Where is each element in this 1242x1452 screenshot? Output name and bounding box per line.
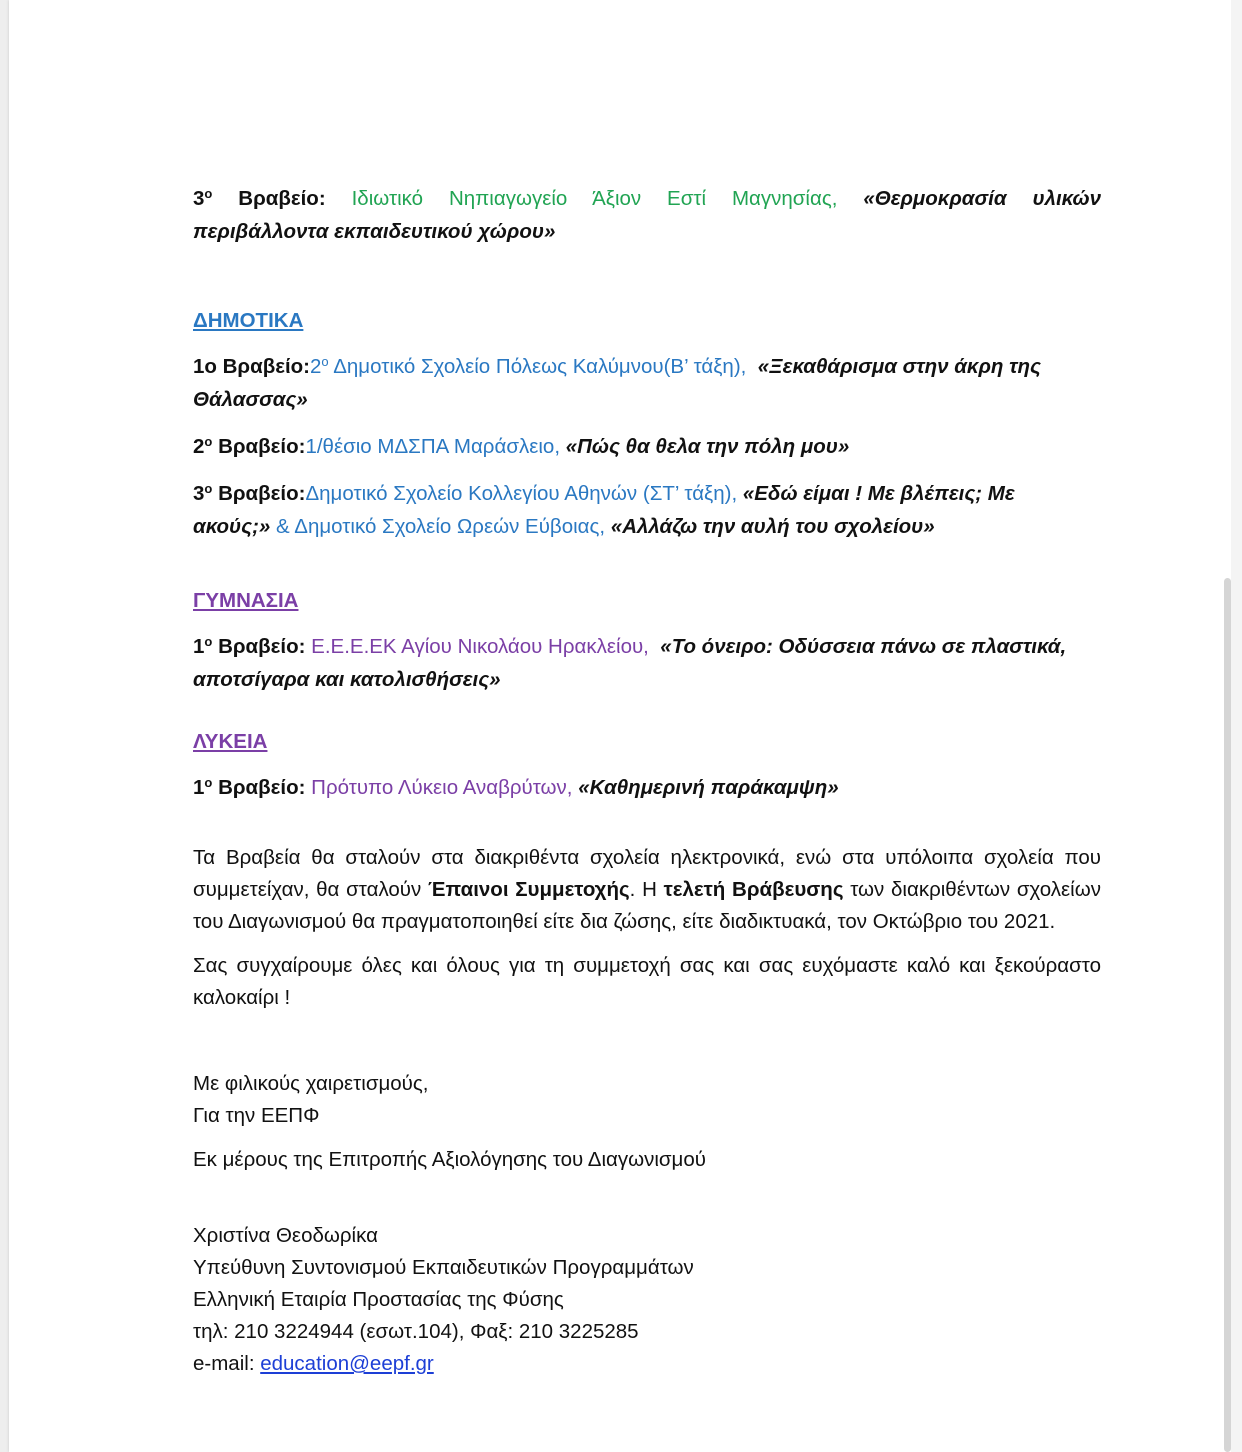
signature-email-line — [193, 1348, 1101, 1380]
awards-text-bold-2: τελετή Βράβευσης — [663, 878, 844, 901]
section-heading-primary — [193, 304, 1101, 337]
signature-phone: τηλ: 210 3224944 (εσωτ.104), Φαξ: 210 3225285 — [193, 1320, 639, 1343]
rank-number: 1 — [193, 776, 205, 799]
primary-prize-2 — [193, 430, 1101, 463]
signature-name: Χριστίνα Θεοδωρίκα — [193, 1224, 378, 1247]
rank-superscript: ο — [204, 775, 213, 790]
project-title-cont: αποτσίγαρα και κατολισθήσεις» — [193, 668, 501, 691]
rank-number: 3 — [193, 482, 205, 505]
rank-number: 2 — [193, 435, 205, 458]
school-name: Ιδιωτικό Νηπιαγωγείο Άξιον Εστί Μαγνησίας, — [351, 187, 838, 210]
primary-prize-3-line2 — [193, 510, 1101, 543]
email-link[interactable]: education@eepf.gr — [260, 1352, 434, 1375]
project-title-cont: ακούς;» — [193, 515, 271, 538]
prize-label: Βραβείο: — [218, 435, 306, 458]
gymnasium-prize-1 — [193, 630, 1101, 696]
school-name: 1/θέσιο ΜΔΣΠΑ Μαράσλειο, — [305, 435, 561, 458]
awards-paragraph — [193, 842, 1101, 938]
closing-org: Για την ΕΕΠΦ — [193, 1104, 320, 1127]
awards-text-3: των διακριθέντων σχολείων του Διαγωνισμού θα πραγματοποιηθεί είτε δια ζώσης, είτε διαδικτυακά, τον Οκτώβριο του 2021. — [193, 878, 1101, 933]
awards-text-bold-1: Έπαινοι Συμμετοχής — [427, 878, 630, 901]
school-number: 2 — [310, 355, 322, 378]
school-name: Ε.Ε.Ε.ΕΚ Αγίου Νικολάου Ηρακλείου, — [311, 635, 649, 658]
gymnasium-prize-1-line1 — [193, 630, 1101, 663]
project-title-cont: Θάλασσας» — [193, 388, 308, 411]
project-title-2: «Αλλάζω την αυλή του σχολείου» — [610, 515, 935, 538]
project-title: «Ξεκαθάρισμα στην άκρη της — [757, 355, 1041, 378]
lyceum-heading: ΛΥΚΕΙΑ — [193, 730, 268, 753]
awards-text-1: Τα Βραβεία θα σταλούν στα διακριθέντα σχολεία ηλεκτρονικά, ενώ στα υπόλοιπα σχολεία που συμμετείχαν, θα σταλούν — [193, 846, 1101, 901]
primary-prize-1 — [193, 350, 1101, 416]
rank-superscript: ο — [204, 481, 213, 496]
project-title: «Καθημερινή παράκαμψη» — [578, 776, 839, 799]
prize-label: Βραβείο: — [218, 482, 306, 505]
project-title: «Εδώ είμαι ! Με βλέπεις; Με — [742, 482, 1015, 505]
school-superscript: ο — [321, 354, 329, 369]
scrollbar-track[interactable] — [1231, 0, 1242, 1452]
congrats-paragraph: Σας συγχαίρουμε όλες και όλους για τη συμμετοχή σας και σας ευχόμαστε καλό και ξεκούραστο καλοκαίρι ! — [193, 954, 1101, 1009]
signature-role: Υπεύθυνη Συντονισμού Εκπαιδευτικών Προγραμμάτων — [193, 1256, 694, 1279]
kindergarten-prize-3-line1 — [193, 182, 1101, 215]
scrollbar-thumb[interactable] — [1224, 578, 1231, 1452]
project-title: «Πώς θα θελα την πόλη μου» — [565, 435, 850, 458]
prize-label: 1ο Βραβείο: — [193, 355, 310, 378]
prize-label: Βραβείο: — [218, 635, 306, 658]
rank-superscript: ο — [204, 434, 213, 449]
school-name: Δημοτικό Σχολείο Κολλεγίου Αθηνών (ΣΤ’ τάξη), — [305, 482, 738, 505]
email-label: e-mail: — [193, 1352, 261, 1375]
school-name-2: & Δημοτικό Σχολείο Ωρεών Εύβοιας, — [276, 515, 606, 538]
prize-label: Βραβείο: — [238, 187, 326, 210]
signature-block — [193, 1220, 1101, 1380]
closing-committee: Εκ μέρους της Επιτροπής Αξιολόγησης του Διαγωνισμού — [193, 1148, 706, 1171]
primary-heading: ΔΗΜΟΤΙΚΑ — [193, 309, 304, 332]
rank-number: 3 — [193, 187, 205, 210]
rank-superscript: ο — [204, 634, 213, 649]
kindergarten-prize-3 — [193, 182, 1101, 248]
project-title-cont: περιβάλλοντα εκπαιδευτικού χώρου» — [193, 220, 556, 243]
section-heading-lyceum — [193, 725, 1101, 758]
project-title: «Το όνειρο: Οδύσσεια πάνω σε πλαστικά, — [660, 635, 1067, 658]
lyceum-prize-1 — [193, 771, 1101, 804]
closing-block — [193, 1068, 1101, 1176]
signature-organization: Ελληνική Εταιρία Προστασίας της Φύσης — [193, 1288, 564, 1311]
closing-greeting: Με φιλικούς χαιρετισμούς, — [193, 1072, 429, 1095]
document-content — [193, 182, 1101, 1380]
section-heading-gymnasium — [193, 584, 1101, 617]
school-name: Δημοτικό Σχολείο Πόλεως Καλύμνου(Β’ τάξη), — [328, 355, 747, 378]
project-title: «Θερμοκρασία υλικών — [863, 187, 1101, 210]
rank-number: 1 — [193, 635, 205, 658]
primary-prize-3-line1 — [193, 477, 1101, 510]
primary-prize-3 — [193, 477, 1101, 543]
rank-superscript: ο — [204, 186, 213, 201]
awards-text-2: . Η — [629, 878, 664, 901]
primary-prize-1-line1 — [193, 350, 1101, 383]
gymnasium-heading: ΓΥΜΝΑΣΙΑ — [193, 589, 299, 612]
school-name: Πρότυπο Λύκειο Αναβρύτων, — [311, 776, 573, 799]
prize-label: Βραβείο: — [218, 776, 306, 799]
